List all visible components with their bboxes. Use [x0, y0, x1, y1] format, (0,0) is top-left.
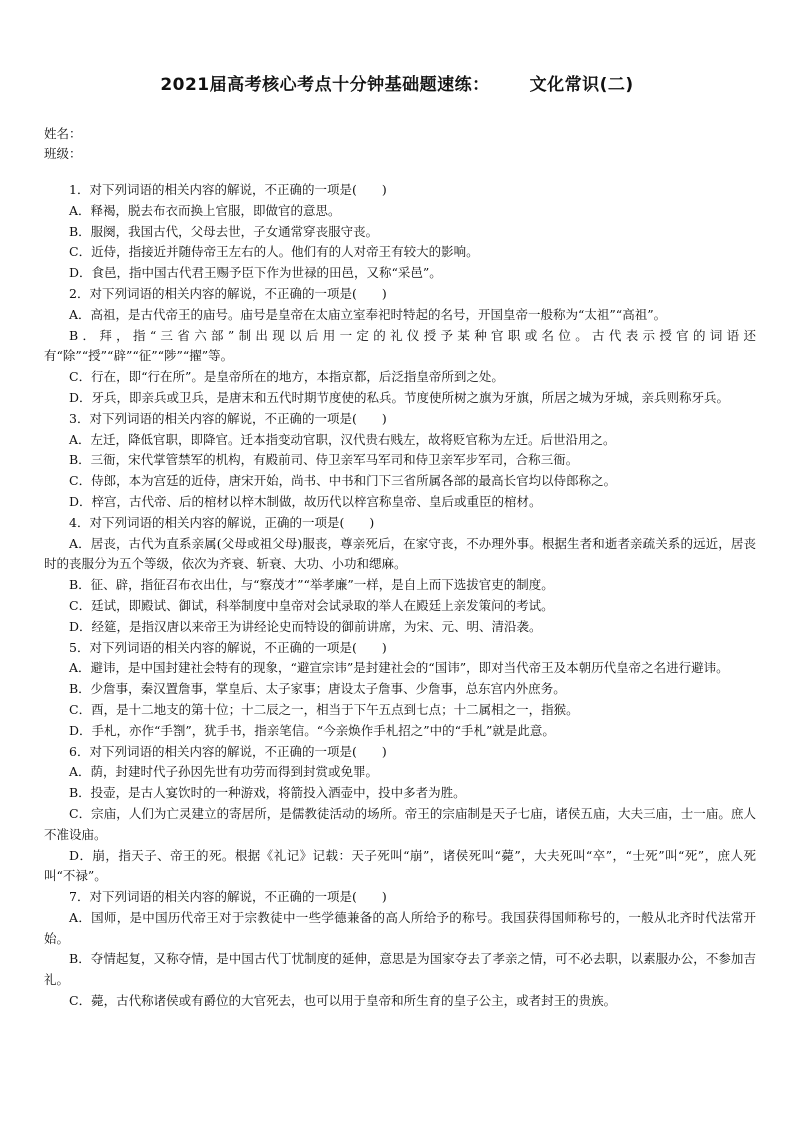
class-label: 班级：: [44, 146, 82, 161]
question-1-stem: 1．对下列词语的相关内容的解说，不正确的一项是( ): [69, 182, 387, 197]
title-main: 2021届高考核心考点十分钟基础题速练：: [160, 75, 490, 95]
question-6-option-a: A．荫，封建时代子孙因先世有功劳而得到封赏或免罪。: [69, 764, 379, 780]
page-title: [0, 70, 794, 95]
question-3-stem: 3．对下列词语的相关内容的解说，不正确的一项是( ): [69, 410, 387, 426]
question-7-option-c: C．薨，古代称诸侯或有爵位的大官死去，也可以用于皇帝和所生育的皇子公主，或者封王的贵族。: [69, 993, 617, 1009]
question-7-option-a: A．国师，是中国历代帝王对于宗教徒中一些学德兼备的高人所给予的称号。我国获得国师称号的，一般从北齐时代法常开始。: [44, 909, 756, 946]
question-4-stem: 4．对下列词语的相关内容的解说，正确的一项是( ): [69, 514, 375, 530]
question-1-option-d: D．食邑，指中国古代君王赐予臣下作为世禄的田邑，又称“采邑”。: [69, 265, 442, 281]
question-3-option-b: B．三衙，宋代掌管禁军的机构，有殿前司、侍卫亲军马军司和侍卫亲军步军司，合称三衙。: [69, 452, 579, 468]
question-6-option-c: C．宗庙，人们为亡灵建立的寄居所，是儒教徒活动的场所。帝王的宗庙制是天子七庙，诸侯五庙，大夫三庙，士一庙。庶人不准设庙。: [44, 805, 756, 842]
question-2-option-d: D．牙兵，即亲兵或卫兵，是唐末和五代时期节度使的私兵。节度使所树之旗为牙旗，所居之城为牙城，亲兵则称牙兵。: [69, 389, 730, 405]
question-5-option-b: B．少詹事，秦汉置詹事，掌皇后、太子家事；唐设太子詹事、少詹事，总东宫内外庶务。: [69, 681, 566, 697]
question-3-option-d: D．梓宫，古代帝、后的棺材以梓木制做，故历代以梓宫称皇帝、皇后或重臣的棺材。: [69, 493, 542, 509]
question-4-option-c: C．廷试，即殿试、御试，科举制度中皇帝对会试录取的举人在殿廷上亲发策问的考试。: [69, 597, 554, 613]
question-4-option-a: A．居丧，古代为直系亲属(父母或祖父母)服丧，尊亲死后，在家守丧，不办理外事。根据生者和逝者亲疏关系的远近，居丧时的丧服分为五个等级，依次为齐衰、斩衰、大功、小功和缌麻。: [44, 535, 756, 572]
question-3-option-a: A．左迁，降低官职，即降官。迁本指变动官职，汉代贵右贱左，故将贬官称为左迁。后世沿用之。: [69, 431, 616, 447]
question-7-option-b: B．夺情起复，又称夺情，是中国古代丁忧制度的延伸，意思是为国家夺去了孝亲之情，可不必去职，以素服办公，不参加吉礼。: [44, 951, 756, 988]
question-2-option-a: A．高祖，是古代帝王的庙号。庙号是皇帝在太庙立室奉祀时特起的名号，开国皇帝一般称为“太祖”“高祖”。: [69, 306, 667, 322]
title-sub: 文化常识(二): [529, 75, 634, 95]
question-5-stem: 5．对下列词语的相关内容的解说，不正确的一项是( ): [69, 639, 387, 655]
question-list: [44, 180, 756, 1012]
question-1-option-b: B．服阕，我国古代，父母去世，子女通常穿丧服守丧。: [69, 223, 379, 239]
question-2-option-b: B．拜，指“三省六部”制出现以后用一定的礼仪授予某种官职或名位。古代表示授官的词语还有“除”“授”“辟”“征”“陟”“擢”等。: [44, 327, 756, 364]
question-5-option-a: A．避讳，是中国封建社会特有的现象，“避宣宗讳”是封建社会的“国讳”，即对当代帝王及本朝历代皇帝之名进行避讳。: [69, 660, 729, 676]
question-2-stem: 2．对下列词语的相关内容的解说，不正确的一项是( ): [69, 285, 387, 301]
question-3-option-c: C．侍郎，本为宫廷的近侍，唐宋开始，尚书、中书和门下三省所属各部的最高长官均以侍郎称之。: [69, 473, 617, 489]
question-6-option-d: D．崩，指天子、帝王的死。根据《礼记》记载：天子死叫“崩”，诸侯死叫“薨”，大夫死叫“卒”，“士死”叫“死”，庶人死叫“不禄”。: [44, 847, 756, 884]
question-1-option-a: A．释褐，脱去布衣而换上官服，即做官的意思。: [69, 202, 341, 218]
question-5-option-c: C．酉，是十二地支的第十位；十二辰之一，相当于下午五点到七点；十二属相之一，指猴。: [69, 701, 579, 717]
question-4-option-d: D．经筵，是指汉唐以来帝王为讲经论史而特设的御前讲席，为宋、元、明、清沿袭。: [69, 618, 542, 634]
name-label: 姓名：: [44, 126, 82, 141]
question-1-option-c: C．近侍，指接近并随侍帝王左右的人。他们有的人对帝王有较大的影响。: [69, 244, 479, 260]
student-info: [44, 124, 82, 164]
question-6-stem: 6．对下列词语的相关内容的解说，不正确的一项是( ): [69, 743, 387, 759]
question-4-option-b: B．征、辟，指征召布衣出仕，与“察茂才”“举孝廉”一样，是自上而下选拔官吏的制度。: [69, 577, 554, 593]
question-7-stem: 7．对下列词语的相关内容的解说，不正确的一项是( ): [69, 889, 387, 905]
question-6-option-b: B．投壶，是古人宴饮时的一种游戏，将箭投入酒壶中，投中多者为胜。: [69, 785, 466, 801]
question-5-option-d: D．手札，亦作“手劄”，犹手书，指亲笔信。“今亲焕作手札招之”中的“手札”就是此意。: [69, 722, 555, 738]
question-2-option-c: C．行在，即“行在所”。是皇帝所在的地方，本指京都，后泛指皇帝所到之处。: [69, 369, 504, 385]
